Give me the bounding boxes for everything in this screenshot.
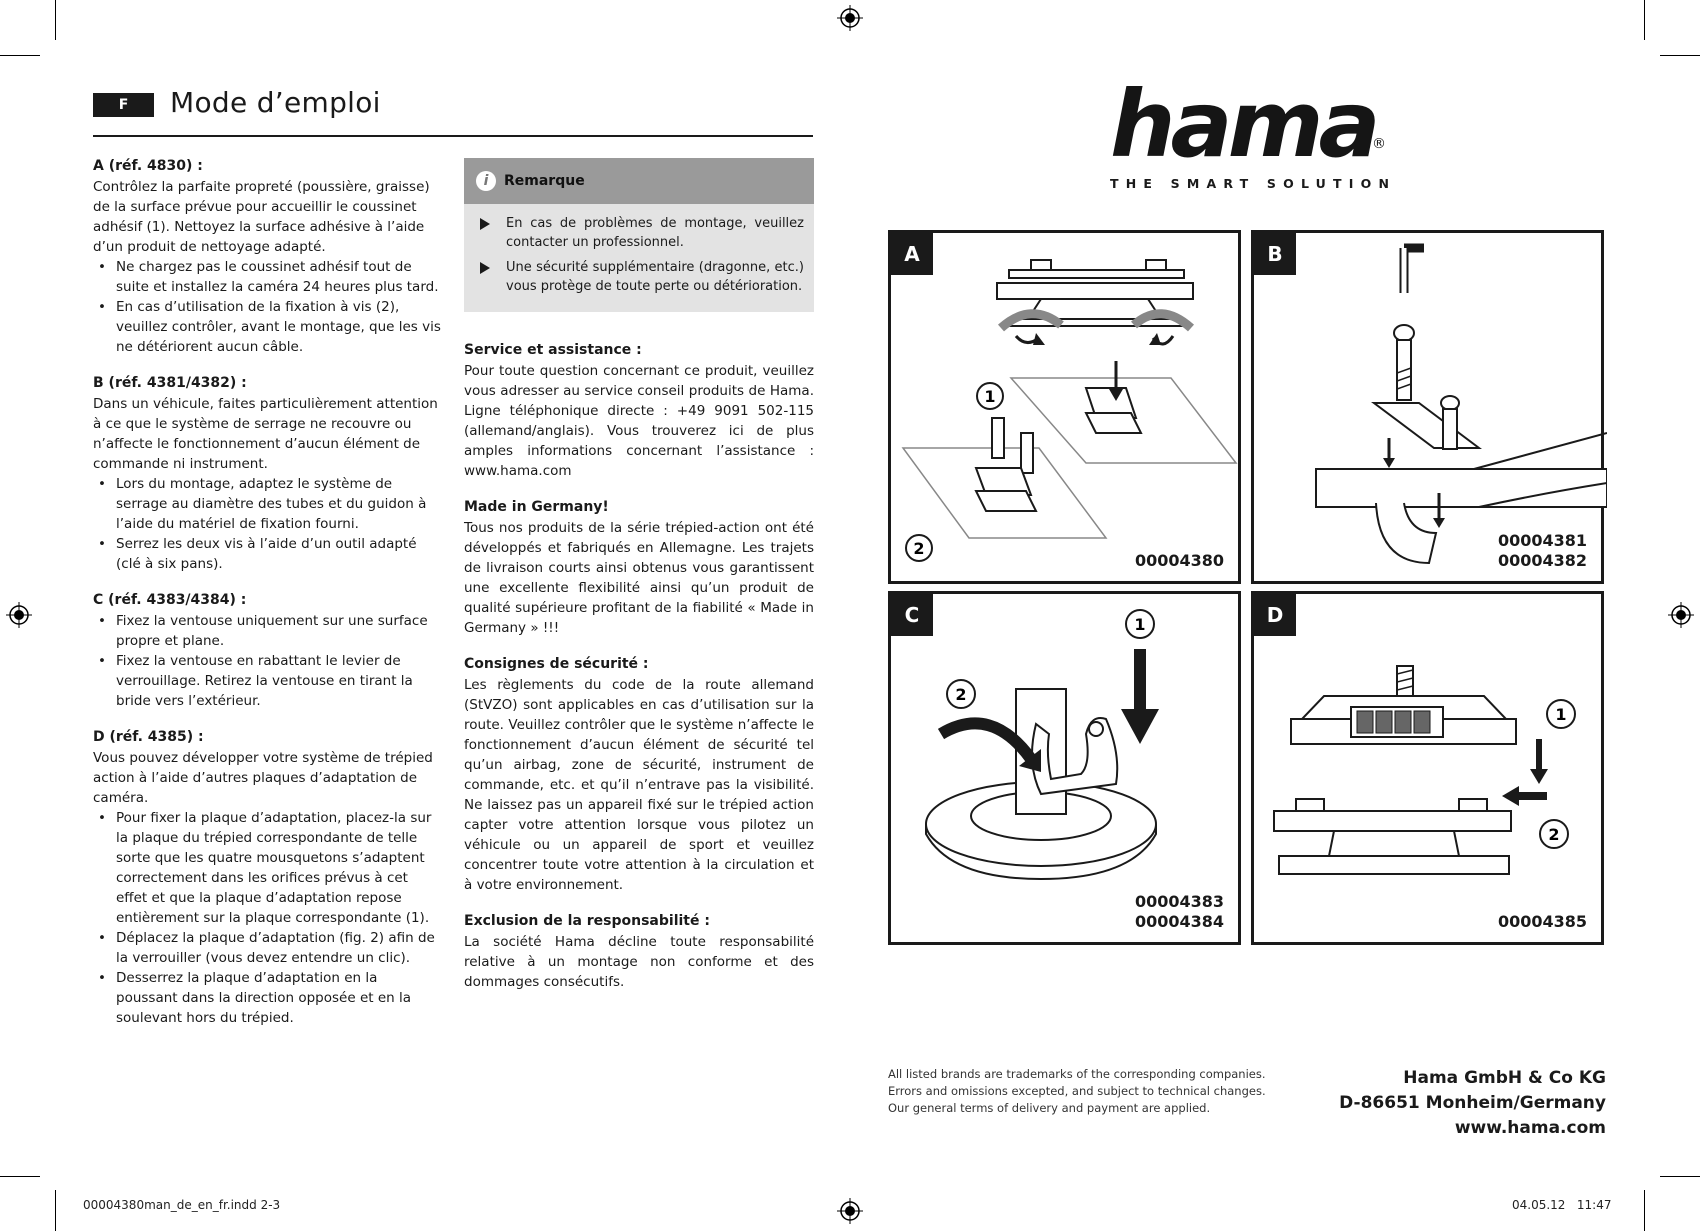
language-badge: F — [93, 93, 154, 117]
mounting-plate-illustration — [891, 233, 1244, 587]
service-body: Pour toute question concernant ce produit, veuillez vous adresser au service conseil produits de Hama. Ligne téléphonique directe : +49 9091 502-115 (allemand/anglais). Vous trouverez ici de plus amples informations concernant l’assistance : www.hama.com — [464, 363, 814, 479]
product-code: 00004382 — [1497, 551, 1587, 570]
product-code: 00004381 — [1497, 531, 1587, 550]
crop-mark — [1644, 0, 1645, 40]
figure-tag: D — [1254, 594, 1296, 636]
figure-b — [1251, 230, 1604, 584]
liability-heading: Exclusion de la responsabilité : — [464, 913, 710, 929]
list-item: • Ne chargez pas le coussinet adhésif tout de suite et installez la caméra 24 heures plus tard. — [93, 257, 443, 297]
figure-tag: A — [891, 233, 933, 275]
figure-d — [1251, 591, 1604, 945]
section-a-list — [93, 257, 443, 357]
company-block — [1300, 1066, 1606, 1141]
section-b-intro: Dans un véhicule, faites particulièrement attention à ce que le système de serrage ne recouvre ou n’affecte le fonctionnement d’aucun élément de commande ni instrument. — [93, 396, 438, 472]
product-code: 00004384 — [1134, 912, 1224, 931]
legal-disclaimer: All listed brands are trademarks of the corresponding companies. Errors and omissions excepted, and subject to technical changes. Our general terms of delivery and payment are applied. — [888, 1067, 1266, 1115]
product-code: 00004380 — [1134, 551, 1224, 570]
product-reference — [1498, 531, 1587, 571]
crop-mark — [55, 1190, 56, 1231]
product-code: 00004383 — [1134, 892, 1224, 911]
page-title: Mode d’emploi — [170, 86, 381, 119]
note-body — [464, 204, 814, 312]
info-column — [464, 158, 814, 992]
note-item — [474, 258, 804, 296]
figure-a — [888, 230, 1241, 584]
list-item: • Déplacez la plaque d’adaptation (fig. 2) afin de la verrouiller (vous devez entendre un clic). — [93, 928, 443, 968]
section-heading-b: B (réf. 4381/4382) : — [93, 375, 247, 391]
step-2-label: 2 — [913, 539, 925, 558]
note-header — [464, 158, 814, 204]
list-item: • En cas d’utilisation de la fixation à vis (2), veuillez contrôler, avant le montage, que les vis ne détériorent aucun câble. — [93, 297, 443, 357]
made-in-germany-heading: Made in Germany! — [464, 499, 609, 515]
list-item: • Desserrez la plaque d’adaptation en la poussant dans la direction opposée et en la soulevant hors du trépied. — [93, 968, 443, 1028]
product-code: 00004385 — [1497, 912, 1587, 931]
list-item: • Fixez la ventouse en rabattant le levier de verrouillage. Retirez la ventouse en tirant la bride vers l’extérieur. — [93, 651, 443, 711]
safety-heading: Consignes de sécurité : — [464, 656, 649, 672]
figure-tag: C — [891, 594, 933, 636]
arrow-bullet-icon — [480, 218, 490, 230]
step-1-label: 1 — [984, 387, 996, 406]
list-item: • Lors du montage, adaptez le système de serrage au diamètre des tubes et du guidon à l’aide du matériel de fixation fourni. — [93, 474, 443, 534]
instructions-column — [93, 156, 443, 1028]
company-address: D-86651 Monheim/Germany — [1339, 1093, 1606, 1113]
logo-tagline: THE SMART SOLUTION — [1110, 176, 1397, 191]
liability-body: La société Hama décline toute responsabilité relative à un montage non conforme et des dommages consécutifs. — [464, 934, 814, 990]
product-reference — [1498, 912, 1587, 932]
service-section — [464, 340, 814, 481]
section-a-intro: Contrôlez la parfaite propreté (poussière, graisse) de la surface prévue pour accueillir le coussinet adhésif (1). Nettoyez la surface adhésive à l’aide d’un produit de nettoyage adapté. — [93, 179, 430, 255]
list-item: • Serrez les deux vis à l’aide d’un outil adapté (clé à six pans). — [93, 534, 443, 574]
product-reference — [1135, 892, 1224, 932]
note-box — [464, 158, 814, 312]
step-2-label: 2 — [955, 685, 967, 704]
section-b-list — [93, 474, 443, 574]
step-1-label: 1 — [1134, 615, 1146, 634]
safety-body: Les règlements du code de la route allemand (StVZO) sont applicables en cas d’utilisation sur la route. Veuillez contrôler que le système n’affecte le fonctionnement d’aucun élément de sécurité tel qu’un airbag, zone de sécurité, instrument de commande, etc. et qu’il n’entrave pas la visibilité. Ne laissez pas un appareil fixé sur le trépied action capter votre attention lorsque vous pilotez un véhicule ou un appareil de sport et veuillez concentrer toute votre attention à la circulation et à votre environnement. — [464, 677, 814, 893]
adapter-plate-illustration — [1254, 594, 1607, 948]
hama-logo — [1110, 71, 1400, 191]
made-in-germany-body: Tous nos produits de la série trépied-action ont été développés et fabriqués en Allemagne. Les trajets de livraison courts ainsi obtenus vous garantissent une excellente flexibilité ainsi qu’un produit de qualité supérieure profitant de la fiabilité « Made in Germany » !!! — [464, 520, 814, 636]
logo-wordmark: hama — [1110, 71, 1376, 178]
note-title: Remarque — [504, 173, 585, 189]
section-d-list — [93, 808, 443, 1028]
section-c-list — [93, 611, 443, 711]
print-slug-date: 04.05.12 11:47 — [1512, 1198, 1612, 1212]
note-item-text: Une sécurité supplémentaire (dragonne, etc.) vous protège de toute perte ou détérioration. — [506, 260, 804, 294]
company-website: www.hama.com — [1454, 1118, 1606, 1138]
note-item-text: En cas de problèmes de montage, veuillez contacter un professionnel. — [506, 216, 804, 250]
registration-mark-icon — [1668, 602, 1694, 628]
section-heading-c: C (réf. 4383/4384) : — [93, 592, 247, 608]
crop-mark — [1660, 1176, 1700, 1177]
registration-mark-icon — [6, 602, 32, 628]
crop-mark — [0, 55, 40, 56]
print-slug-file: 00004380man_de_en_fr.indd 2-3 — [83, 1198, 281, 1212]
title-divider — [93, 135, 813, 137]
crop-mark — [0, 1176, 40, 1177]
product-reference — [1135, 551, 1224, 571]
section-heading-d: D (réf. 4385) : — [93, 729, 204, 745]
note-item — [474, 214, 804, 252]
step-2-label: 2 — [1548, 825, 1560, 844]
crop-mark — [1660, 55, 1700, 56]
company-name: Hama GmbH & Co KG — [1403, 1068, 1606, 1088]
figure-tag: B — [1254, 233, 1296, 275]
arrow-bullet-icon — [480, 262, 490, 274]
info-icon: i — [476, 171, 496, 191]
registration-mark-icon — [837, 5, 863, 31]
registration-mark-icon — [837, 1198, 863, 1224]
list-item: • Pour fixer la plaque d’adaptation, placez-la sur la plaque du trépied correspondante de telle sorte que les quatre mousquetons s’adaptent correctement dans les orifices prévus à cet effet et que la plaque d’adaptation repose entièrement sur la plaque correspondante (1). — [93, 808, 443, 928]
section-heading-a: A (réf. 4830) : — [93, 158, 203, 174]
crop-mark — [55, 0, 56, 40]
section-d-intro: Vous pouvez développer votre système de trépied action à l’aide d’autres plaques d’adaptation de caméra. — [93, 750, 433, 806]
list-item: • Fixez la ventouse uniquement sur une surface propre et plane. — [93, 611, 443, 651]
registered-mark: ® — [1372, 136, 1386, 152]
service-heading: Service et assistance : — [464, 342, 642, 358]
crop-mark — [1644, 1190, 1645, 1231]
figure-c — [888, 591, 1241, 945]
step-1-label: 1 — [1555, 705, 1567, 724]
